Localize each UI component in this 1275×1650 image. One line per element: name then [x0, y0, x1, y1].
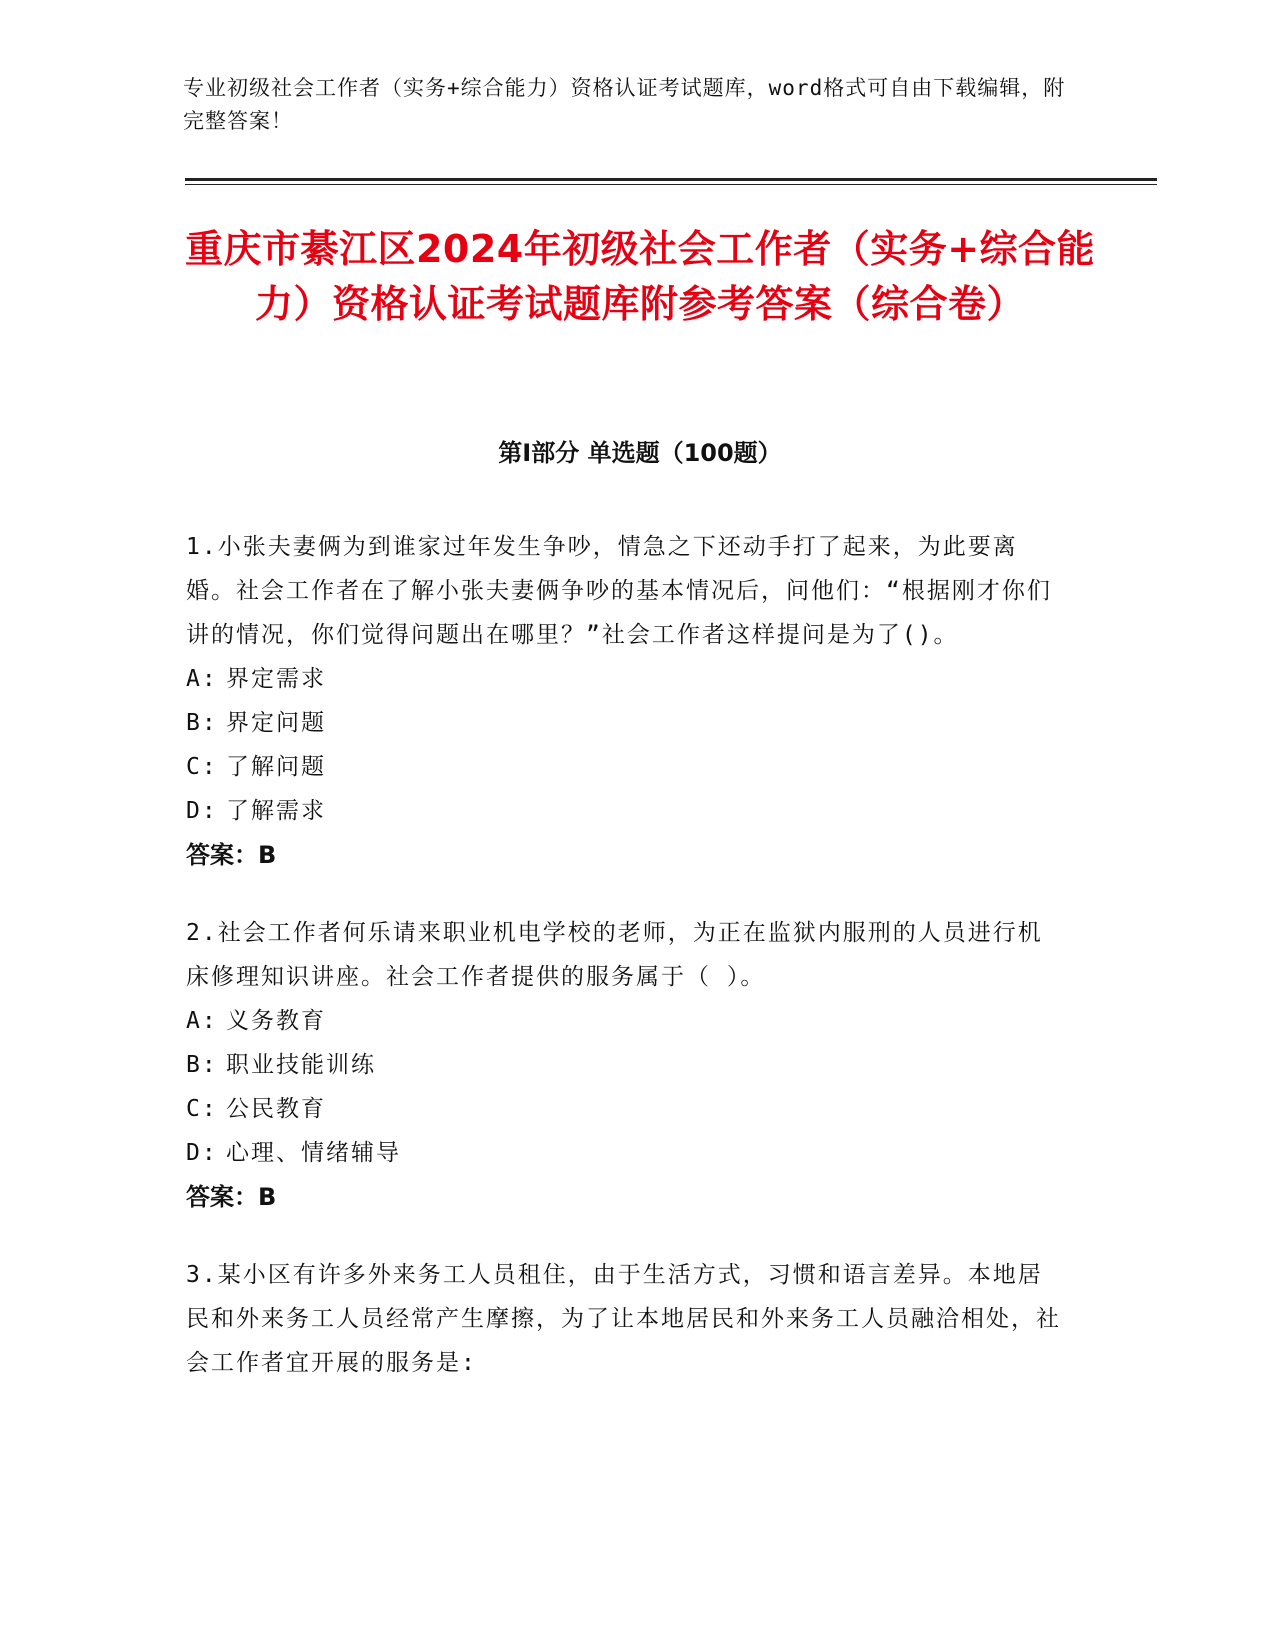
- option-letter: D:: [186, 798, 218, 824]
- answer-line: 答案：B: [186, 841, 277, 869]
- option-letter: D:: [186, 1140, 218, 1166]
- question-stem: 3.某小区有许多外来务工人员租住，由于生活方式，习惯和语言差异。本地居民和外来务工人员经常产生摩擦，为了让本地居民和外来务工人员融洽相处，社会工作者宜开展的服务是:: [186, 1262, 1061, 1376]
- option-d: [186, 789, 1066, 833]
- option-text: 义务教育: [226, 1008, 326, 1034]
- option-text: 公民教育: [226, 1096, 326, 1122]
- option-letter: B:: [186, 1052, 218, 1078]
- question-stem: 2.社会工作者何乐请来职业机电学校的老师，为正在监狱内服刑的人员进行机床修理知识讲座。社会工作者提供的服务属于（ ）。: [186, 920, 1043, 990]
- option-a: [186, 999, 1066, 1043]
- header-note: 专业初级社会工作者（实务+综合能力）资格认证考试题库，word格式可自由下载编辑，附完整答案！: [183, 76, 1066, 133]
- option-text: 心理、情绪辅导: [226, 1140, 401, 1166]
- question-1: [186, 525, 1066, 877]
- option-text: 了解问题: [226, 754, 326, 780]
- option-text: 界定问题: [226, 710, 326, 736]
- option-text: 界定需求: [226, 666, 326, 692]
- option-text: 职业技能训练: [226, 1052, 376, 1078]
- question-stem: 1.小张夫妻俩为到谁家过年发生争吵，情急之下还动手打了起来，为此要离婚。社会工作者在了解小张夫妻俩争吵的基本情况后，问他们：“根据刚才你们讲的情况，你们觉得问题出在哪里？”社会工作者这样提问是为了()。: [186, 534, 1052, 648]
- question-3: [186, 1253, 1066, 1385]
- header-rule-thin: [185, 184, 1157, 185]
- option-letter: C:: [186, 1096, 218, 1122]
- option-letter: A:: [186, 1008, 218, 1034]
- section-heading: 第I部分 单选题（100题）: [498, 439, 782, 467]
- option-c: [186, 1087, 1066, 1131]
- question-list: [186, 525, 1066, 1419]
- option-d: [186, 1131, 1066, 1175]
- answer-line: 答案：B: [186, 1183, 277, 1211]
- question-2: [186, 911, 1066, 1219]
- option-a: [186, 657, 1066, 701]
- option-b: [186, 701, 1066, 745]
- option-letter: A:: [186, 666, 218, 692]
- header-rule-thick: [185, 178, 1157, 181]
- option-letter: B:: [186, 710, 218, 736]
- document-title: 重庆市綦江区2024年初级社会工作者（实务+综合能力）资格认证考试题库附参考答案（综合卷）: [184, 227, 1096, 326]
- option-letter: C:: [186, 754, 218, 780]
- option-b: [186, 1043, 1066, 1087]
- option-text: 了解需求: [226, 798, 326, 824]
- option-c: [186, 745, 1066, 789]
